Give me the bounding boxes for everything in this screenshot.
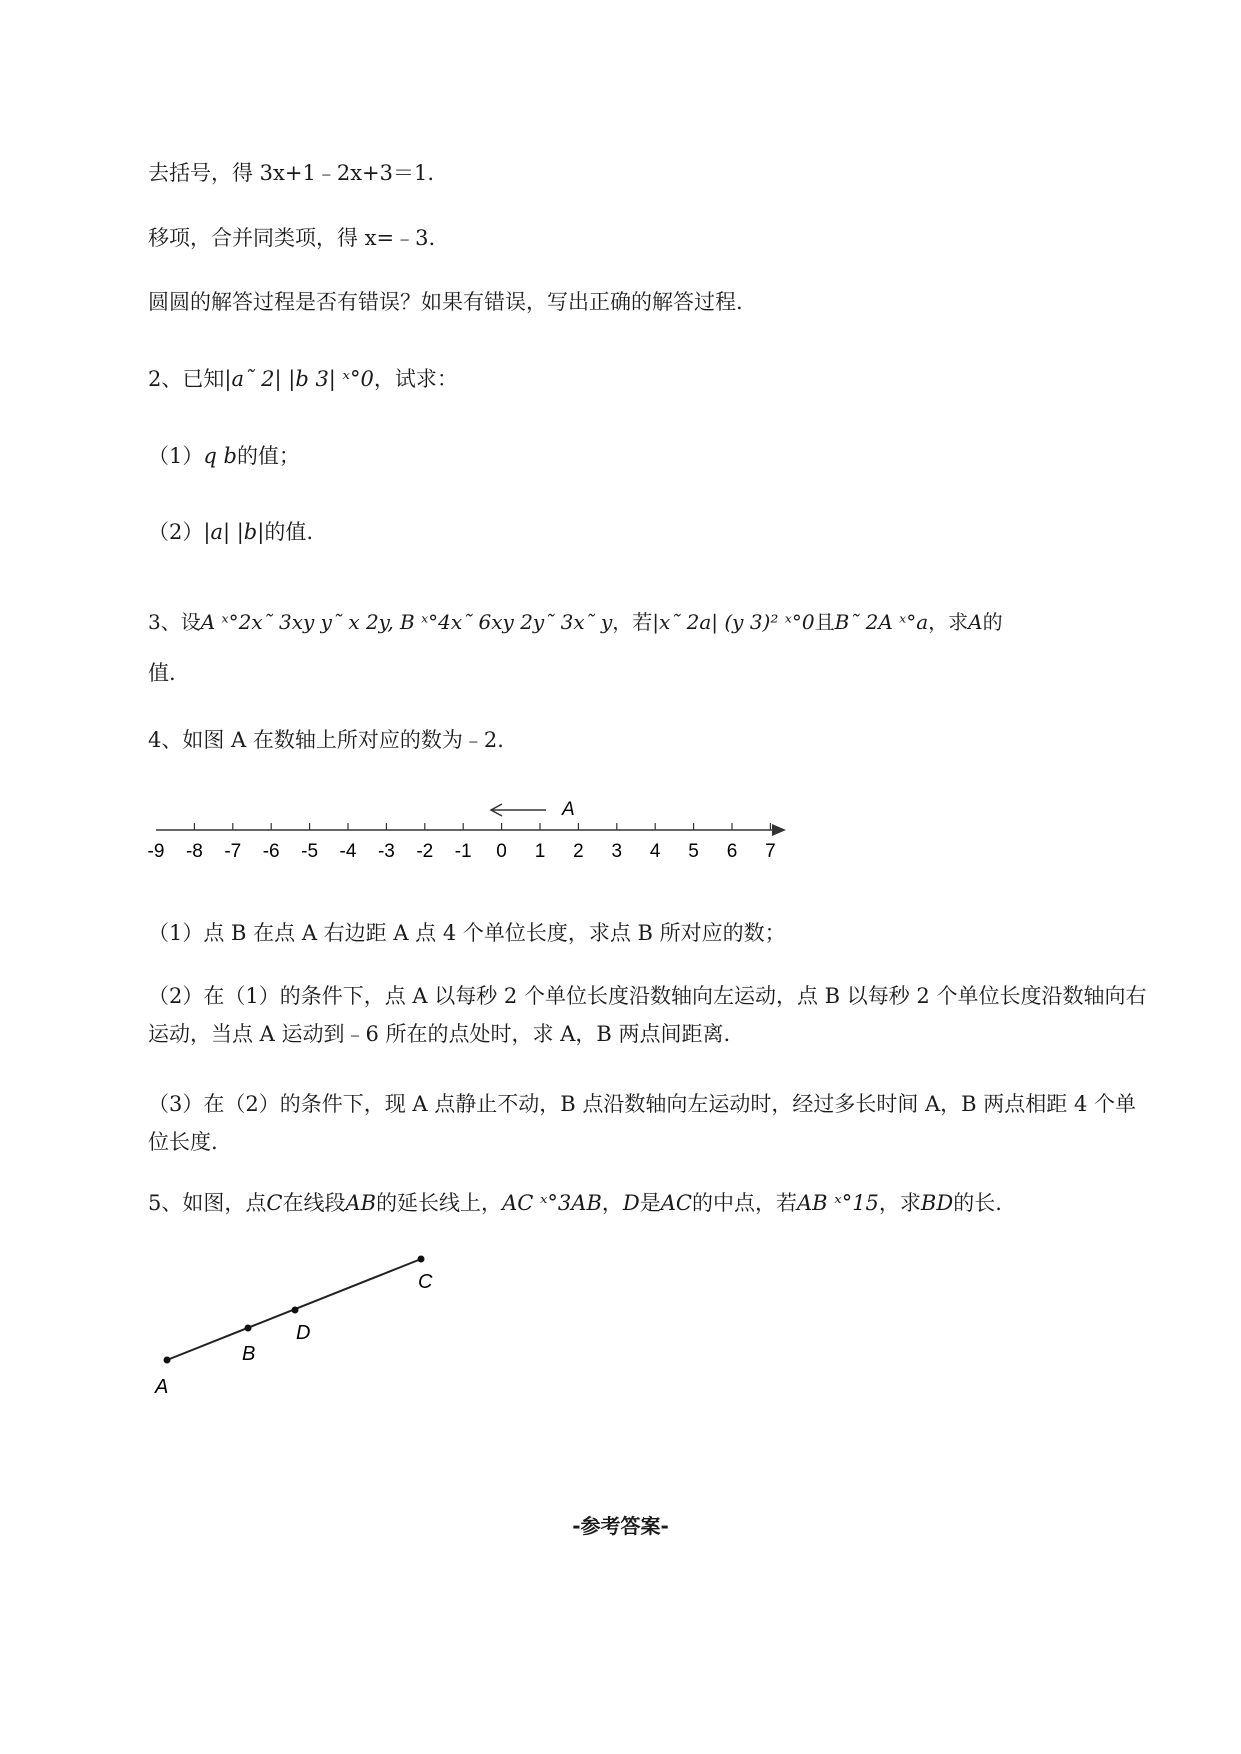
question-4-stem: 4、如图 A 在数轴上所对应的数为﹣2. xyxy=(148,728,504,752)
point-c-dot xyxy=(418,1256,425,1263)
segment-figure xyxy=(148,1250,448,1420)
q3-prefix: 3、设 xyxy=(148,610,201,634)
question-2-part-2 xyxy=(148,522,313,543)
step-combine-terms: 移项，合并同类项，得 x=﹣3. xyxy=(148,226,436,250)
question-3-line-2: 值. xyxy=(148,661,176,685)
q3-and: 且 xyxy=(814,610,835,634)
number-line-tick-label: 2 xyxy=(573,841,584,862)
q5-text-5: 的中点，若 xyxy=(691,1191,797,1215)
number-line-tick-label: -4 xyxy=(339,841,357,862)
step-remove-brackets: 去括号，得 3x+1﹣2x+3＝1. xyxy=(148,161,435,185)
label-c: C xyxy=(418,1271,433,1293)
q2-p2-label: （2） xyxy=(148,520,204,544)
number-line-figure xyxy=(148,790,808,880)
number-line-tick-label: 1 xyxy=(534,841,546,862)
question-4-part-1: （1）点 B 在点 A 右边距 A 点 4 个单位长度，求点 B 所对应的数； xyxy=(148,921,786,945)
q2-p1-formula: q b xyxy=(203,444,237,468)
number-line-tick-label: -2 xyxy=(416,841,434,862)
number-line-tick-label: 5 xyxy=(688,841,699,862)
label-b: B xyxy=(242,1343,256,1365)
q5-text-7: 的长. xyxy=(953,1191,1002,1215)
number-line-tick-label: -6 xyxy=(262,841,280,862)
q2-condition-formula: |a˜ 2| |b 3| ˣ°0 xyxy=(224,367,374,391)
point-a-dot xyxy=(164,1357,171,1364)
q5-text-2: 的延长线上， xyxy=(376,1191,503,1215)
number-line-tick-label: 6 xyxy=(726,841,738,862)
question-5-stem xyxy=(148,1193,1002,1214)
number-line-tick-label: 7 xyxy=(765,841,776,862)
q5-point-c: C xyxy=(266,1191,283,1215)
q5-segment-ac: AC xyxy=(660,1191,692,1215)
q2-suffix: ，试求： xyxy=(373,367,458,391)
q5-formula-1: AC ˣ°3AB xyxy=(502,1191,602,1215)
question-1-prompt: 圆圆的解答过程是否有错误？如果有错误，写出正确的解答过程. xyxy=(148,290,743,314)
answer-heading: -参考答案- xyxy=(572,1514,669,1538)
number-line-tick-label: -8 xyxy=(185,841,203,862)
q3-condition: |x˜ 2a| (y 3)² ˣ°0 xyxy=(652,610,815,634)
number-line-arrow-head xyxy=(772,824,786,836)
q5-text-1: 在线段 xyxy=(282,1191,346,1215)
q3-suffix: ，求 xyxy=(928,610,969,634)
q2-p1-suffix: 的值； xyxy=(236,444,300,468)
q5-point-d: D xyxy=(622,1191,640,1215)
point-b-dot xyxy=(245,1325,252,1332)
number-line-tick-label: -7 xyxy=(224,841,242,862)
q3-end: 的 xyxy=(982,610,1003,634)
q3-mid: ，若 xyxy=(612,610,653,634)
question-4-part-2: （2）在（1）的条件下，点 A 以每秒 2 个单位长度沿数轴向左运动，点 B 以每秒 2 个单位长度沿数轴向右运动，当点 A 运动到﹣6 所在的点处时，求 A，B 两点间距离. xyxy=(148,984,1147,1046)
q3-relation: B˜ 2A ˣ°a xyxy=(834,610,929,634)
q3-var: A xyxy=(968,610,983,634)
number-line-tick-label: -9 xyxy=(148,841,165,862)
q5-segment-ab: AB xyxy=(345,1191,377,1215)
point-a-label: A xyxy=(562,799,575,820)
number-line-tick-label: -3 xyxy=(377,841,395,862)
q3-formula: A ˣ°2x˜ 3xy y˜ x 2y, B ˣ°4x˜ 6xy 2y˜ 3x˜ y xyxy=(200,610,613,634)
number-line-tick-label: -5 xyxy=(301,841,319,862)
q5-text-6: ，求 xyxy=(878,1191,921,1215)
q5-text-3: ， xyxy=(601,1191,623,1215)
label-d: D xyxy=(296,1322,311,1344)
label-a: A xyxy=(155,1376,169,1398)
question-2-part-1 xyxy=(148,446,300,467)
question-2-stem xyxy=(148,369,458,390)
q5-prefix: 5、如图，点 xyxy=(148,1191,267,1215)
number-line-tick-label: 0 xyxy=(496,841,507,862)
number-line-tick-label: 4 xyxy=(649,841,661,862)
number-line-tick-label: -1 xyxy=(454,841,472,862)
number-line-tick-label: 3 xyxy=(611,841,623,862)
q2-prefix: 2、已知 xyxy=(148,367,225,391)
question-4-part-3: （3）在（2）的条件下，现 A 点静止不动，B 点沿数轴向左运动时，经过多长时间 A，B 两点相距 4 个单位长度. xyxy=(148,1092,1137,1154)
q2-p2-formula: |a| |b| xyxy=(203,520,265,544)
q5-text-4: 是 xyxy=(639,1191,661,1215)
question-3-stem xyxy=(148,612,1003,632)
q2-p1-label: （1） xyxy=(148,444,204,468)
q2-p2-suffix: 的值. xyxy=(264,520,314,544)
q5-formula-2: AB ˣ°15 xyxy=(796,1191,879,1215)
q5-segment-bd: BD xyxy=(920,1191,954,1215)
point-d-dot xyxy=(292,1307,299,1314)
